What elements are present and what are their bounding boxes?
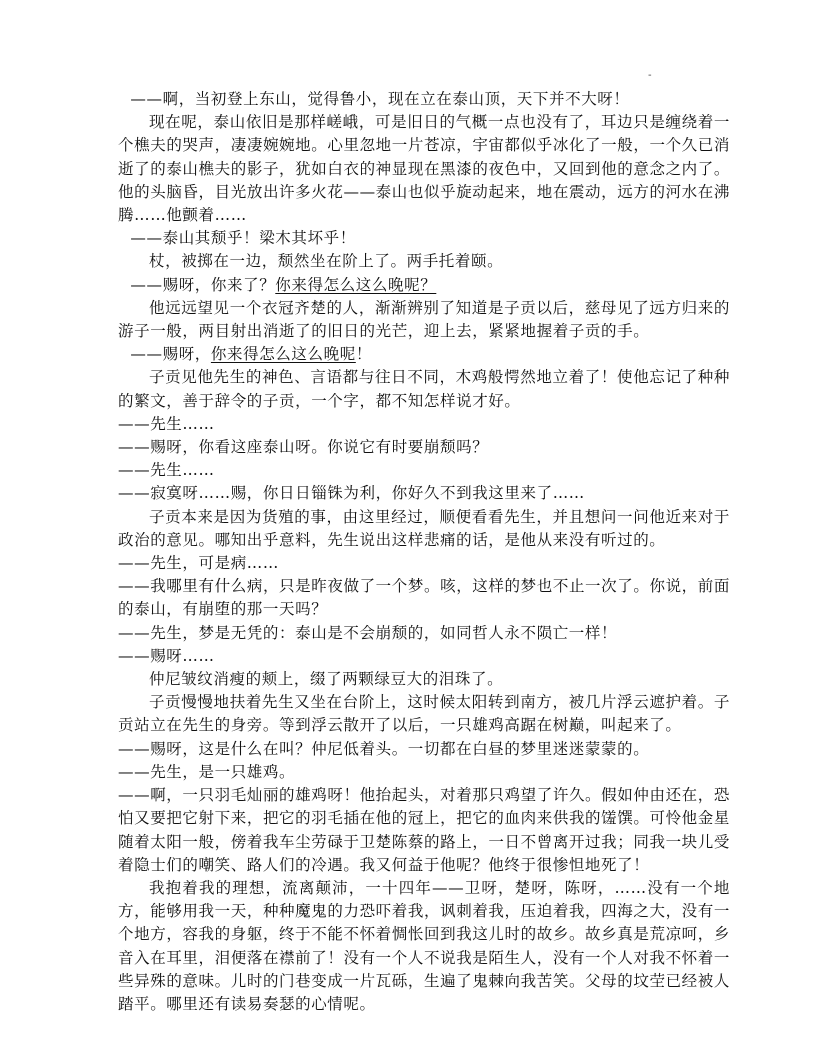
paragraph-text: ——赐呀， (130, 345, 211, 364)
paragraph: ——我哪里有什么病，只是昨夜做了一个梦。咳，这样的梦也不止一次了。你说，前面的泰山，有崩堕的那一天吗？ (118, 577, 730, 619)
paragraph: ——先生，是一只雄鸡。 (118, 762, 296, 781)
paragraph: 仲尼皱纹消瘦的颊上，缀了两颗绿豆大的泪珠了。 (149, 670, 504, 689)
underlined-text: 你来得怎么这么晚呢 (210, 345, 356, 364)
paragraph: ——先生，可是病…… (118, 554, 280, 573)
paragraph: ——先生，梦是无凭的：泰山是不会崩颓的，如同哲人永不陨亡一样！ (118, 623, 618, 642)
paragraph: ——啊，一只羽毛灿丽的雄鸡呀！他抬起头，对着那只鸡望了许久。假如仲由还在，恐怕又要把它射下来，把它的羽毛插在他的冠上，把它的血肉来供我的馐馔。可怜他金星随着太阳一般，傍着我车尘劳碌于卫楚陈蔡的路上，一日不曾离开过我；同我一块儿受着隐士们的嘲笑、路人们的冷遇。我又何益于他呢？他终于很惨怛地死了！ (118, 786, 730, 874)
paragraph: 子贡见他先生的神色、言语都与往日不同，木鸡般愕然地立着了！使他忘记了种种的繁文，善于辞令的子贡，一个字，都不知怎样说才好。 (118, 368, 730, 410)
underlined-text: 你来得怎么这么晚呢？ (275, 275, 437, 294)
paragraph: 子贡本来是因为货殖的事，由这里经过，顺便看看先生，并且想问一问他近来对于政治的意见。哪知出乎意料，先生说出这样悲痛的话，是他从来没有听过的。 (118, 507, 730, 549)
paragraph: ——先生…… (118, 461, 215, 480)
paragraph: 子贡慢慢地扶着先生又坐在台阶上，这时候太阳转到南方，被几片浮云遮护着。子贡站立在先生的身旁。等到浮云散开了以后，一只雄鸡高踞在树巅，叫起来了。 (118, 693, 730, 735)
paragraph: ——赐呀…… (118, 646, 215, 665)
paragraph: ——寂寞呀……赐，你日日锱铢为利，你好久不到我这里来了…… (118, 484, 585, 503)
paragraph: ——泰山其颓乎！梁木其坏乎！ (130, 229, 356, 248)
paragraph: 他远远望见一个衣冠齐楚的人，渐渐辨别了知道是子贡以后，慈母见了远方归来的游子一般，两目射出消逝了的旧日的光芒，迎上去，紧紧地握着子贡的手。 (118, 298, 730, 341)
paragraph-text: ——赐呀，你来了？ (130, 275, 276, 294)
page-mark: - (648, 70, 652, 81)
paragraph (118, 343, 730, 366)
paragraph: 杖，被掷在一边，颓然坐在阶上了。两手托着颐。 (149, 252, 504, 271)
paragraph: ——赐呀，这是什么在叫？仲尼低着头。一切都在白昼的梦里迷迷蒙蒙的。 (118, 739, 650, 758)
paragraph: ——先生…… (118, 414, 215, 433)
paragraph: 现在呢，泰山依旧是那样嵯峨，可是旧日的气概一点也没有了，耳边只是缠绕着一个樵夫的哭声，凄凄婉婉地。心里忽地一片苍凉，宇宙都似乎冰化了一般，一个久已消逝了的泰山樵夫的影子，犹如白衣的神显现在黑漆的夜色中，又回到他的意念之内了。他的头脑昏，目光放出许多火花——泰山也似乎旋动起来，地在震动，远方的河水在沸腾……他颤着…… (118, 113, 730, 225)
paragraph: ——啊，当初登上东山，觉得鲁小，现在立在泰山顶，天下并不大呀！ (130, 90, 630, 108)
paragraph: 我抱着我的理想，流离颠沛，一十四年——卫呀，楚呀，陈呀，……没有一个地方，能够用我一天，种种魔鬼的力恐吓着我，讽刺着我，压迫着我，四海之大，没有一个地方，容我的身躯，终于不能不怀着惆怅回到我这儿时的故乡。故乡真是荒凉呵，乡音入在耳里，泪便落在襟前了！没有一个人不说我是陌生人，没有一个人对我不怀着一些异殊的意味。儿时的门巷变成一片瓦砾，生遍了鬼棘向我苦笑。父母的坟茔已经被人踏平。哪里还有读易奏瑟的心情呢。 (118, 878, 730, 1013)
paragraph-text: ！ (355, 345, 372, 364)
body-text (118, 88, 730, 1016)
paragraph: ——赐呀，你看这座泰山呀。你说它有时要崩颓吗？ (118, 438, 489, 457)
paragraph (118, 274, 730, 297)
